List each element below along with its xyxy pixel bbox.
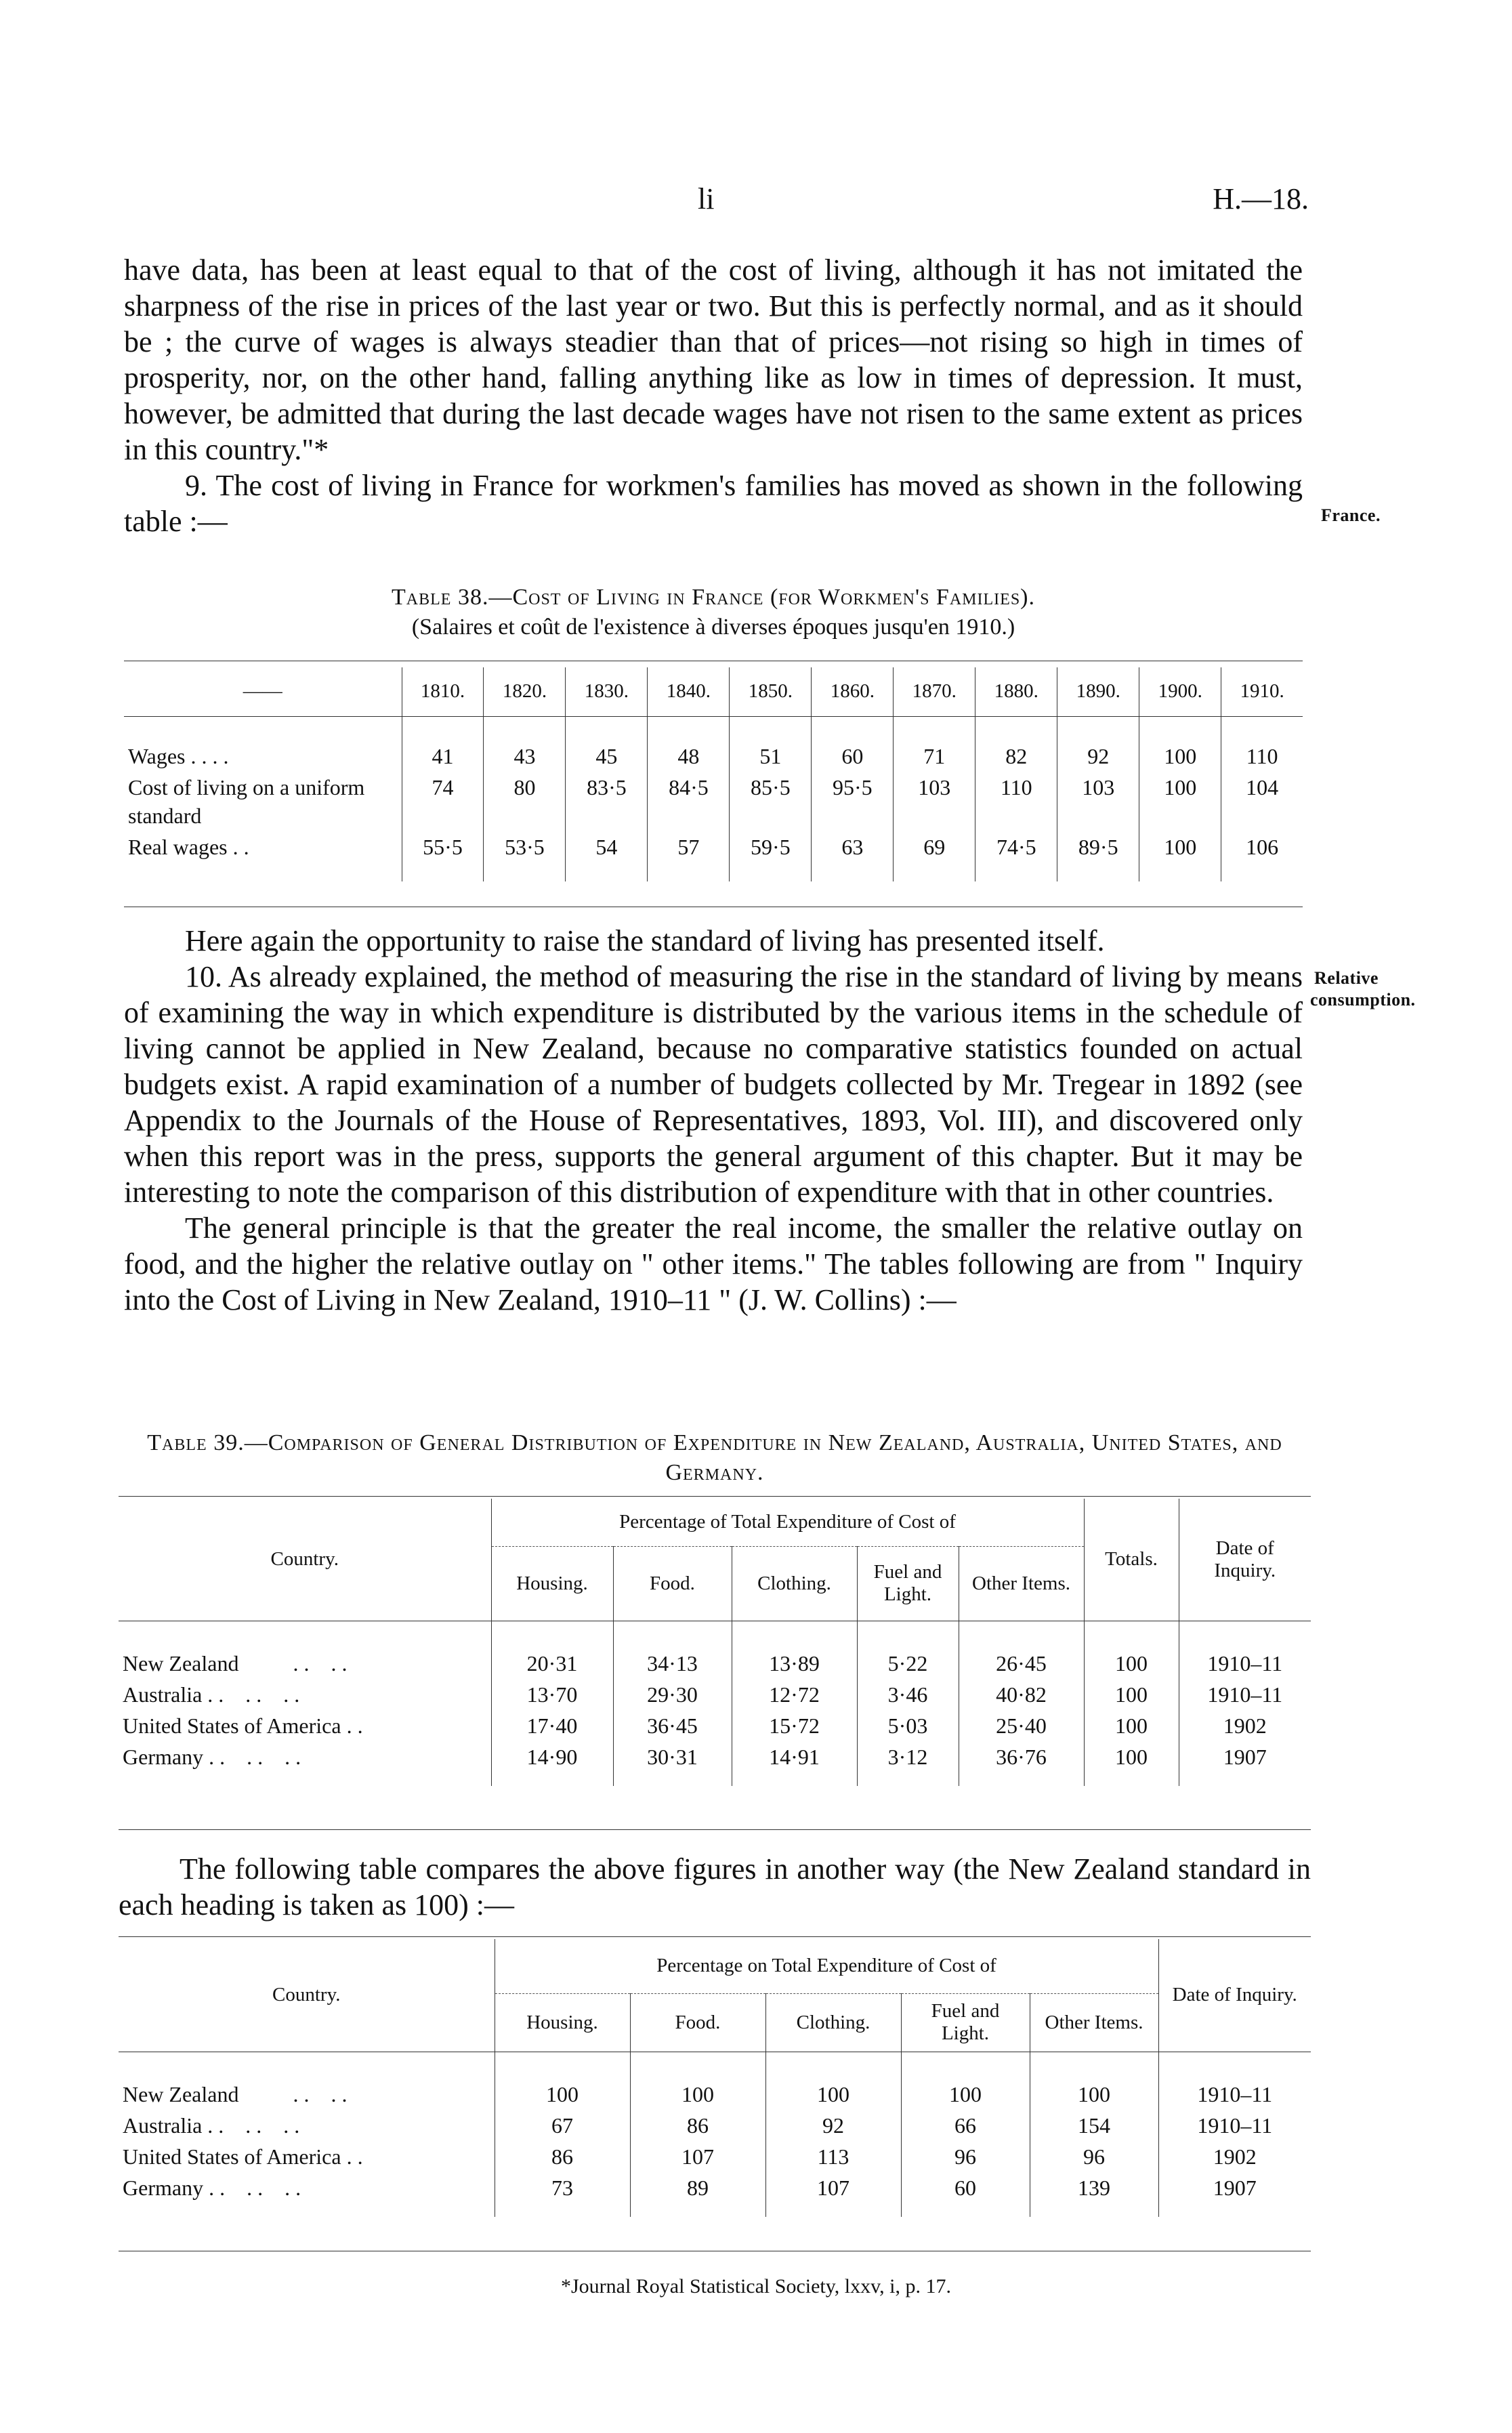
cell: 103: [1057, 772, 1139, 831]
table39-bottom-rule: [119, 1829, 1311, 1830]
cell: 1910–11: [1158, 2110, 1311, 2141]
cell: 1902: [1158, 2141, 1311, 2172]
margin-note-relative: Relative consumption.: [1310, 968, 1416, 1010]
year-header: 1840.: [648, 667, 730, 716]
country-header: Country.: [272, 1984, 341, 2006]
column-header: Other Items.: [959, 1546, 1084, 1621]
text-block-2: [124, 923, 1303, 1318]
cell: 59·5: [730, 831, 812, 862]
date-header: Date of Inquiry.: [1158, 1939, 1311, 2052]
table-row: [119, 1679, 1311, 1710]
cell: 48: [648, 741, 730, 772]
cell: 34·13: [613, 1648, 732, 1679]
cell: 1910–11: [1179, 1648, 1311, 1679]
paragraph-standard: Here again the opportunity to raise the standard of living has presented itself.: [185, 924, 1105, 957]
cell: 100: [630, 2079, 765, 2110]
year-header: 1910.: [1221, 667, 1303, 716]
table39-title: Table 39.—Comparison of General Distribution of Expenditure in New Zealand, Australia, United States, and Germany.: [147, 1430, 1282, 1485]
table-row: [119, 1710, 1311, 1741]
cell: 60: [901, 2172, 1030, 2203]
cell: 73: [495, 2172, 630, 2203]
cell: 26·45: [959, 1648, 1084, 1679]
paragraph-france: 9. The cost of living in France for workmen's families has moved as shown in the following table :—: [124, 469, 1303, 538]
cell: 95·5: [812, 772, 894, 831]
year-header: 1870.: [894, 667, 975, 716]
cell: 92: [765, 2110, 901, 2141]
margin-note-france: France.: [1321, 505, 1381, 525]
table-row: [119, 2110, 1311, 2141]
cell: 106: [1221, 831, 1303, 862]
table40: [119, 1939, 1311, 2217]
cell: 51: [730, 741, 812, 772]
table-row: [119, 1741, 1311, 1772]
cell: 60: [812, 741, 894, 772]
cell: 1910–11: [1158, 2079, 1311, 2110]
cell: 17·40: [491, 1710, 613, 1741]
cell: 89: [630, 2172, 765, 2203]
table38-subtitle: (Salaires et coût de l'existence à diverses époques jusqu'en 1910.): [411, 615, 1015, 640]
cell: 103: [894, 772, 975, 831]
table-row: [124, 741, 1303, 772]
cell: 1907: [1179, 1741, 1311, 1772]
table38-title: Table 38.—Cost of Living in France (for Workmen's Families).: [392, 585, 1035, 610]
cell: 86: [630, 2110, 765, 2141]
paragraph-relative-consumption: 10. As already explained, the method of measuring the rise in the standard of living by means of examining the way in which expenditure is distributed by the various items in the schedule of living cannot be applied in New Zealand, because no comparative statistics founded on actual budgets exist. A rapid examination of a number of budgets collected by Mr. Tregear in 1892 (see Appendix to the Journals of the House of Representatives, 1893, Vol. III), and discovered only when this report was in the press, supports the general argument of this chapter. But it may be interesting to note the comparison of this distribution of expenditure with that in other countries.: [124, 960, 1303, 1209]
table-row: [119, 2079, 1311, 2110]
cell: 84·5: [648, 772, 730, 831]
cell: 86: [495, 2141, 630, 2172]
column-header: Clothing.: [732, 1546, 857, 1621]
table-row: [119, 2141, 1311, 2172]
cell: 29·30: [613, 1679, 732, 1710]
row-label: Australia . . . . . .: [123, 1682, 300, 1707]
cell: 67: [495, 2110, 630, 2141]
cell: 100: [495, 2079, 630, 2110]
cell: 5·03: [857, 1710, 959, 1741]
row-label: Germany . . . . . .: [123, 1745, 301, 1769]
cell: 100: [1030, 2079, 1158, 2110]
table38-caption: [124, 583, 1303, 642]
paragraph-continuation: have data, has been at least equal to that of the cost of living, although it has not imitated the sharpness of the rise in prices of the last year or two. But this is perfectly normal, and as it should be ; the curve of wages is always steadier than that of prices—not rising so high in times of prosperity, nor, on the other hand, falling anything like as low in times of depression. It must, however, be admitted that during the last decade wages have not risen to the same extent as prices in this country."*: [124, 253, 1303, 466]
cell: 1907: [1158, 2172, 1311, 2203]
cell: 36·76: [959, 1741, 1084, 1772]
row-label: Cost of living on a uniform standard: [128, 775, 365, 828]
cell: 113: [765, 2141, 901, 2172]
column-header: Food.: [630, 1993, 765, 2052]
column-header: Food.: [613, 1546, 732, 1621]
cell: 25·40: [959, 1710, 1084, 1741]
cell: 14·91: [732, 1741, 857, 1772]
row-label: Australia . . . . . .: [123, 2113, 300, 2138]
year-header: 1880.: [975, 667, 1057, 716]
cell: 14·90: [491, 1741, 613, 1772]
paragraph-general-principle: The general principle is that the greater the real income, the smaller the relative outlay on food, and the higher the relative outlay on " other items." The tables following are from " Inquiry into the Cost of Living in New Zealand, 1910–11 " (J. W. Collins) :—: [124, 1211, 1303, 1316]
report-code: H.—18.: [1213, 182, 1309, 215]
cell: 100: [1139, 831, 1221, 862]
cell: 89·5: [1057, 831, 1139, 862]
cell: 100: [1084, 1710, 1179, 1741]
cell: 5·22: [857, 1648, 959, 1679]
date-header: Date of Inquiry.: [1179, 1499, 1311, 1621]
cell: 54: [566, 831, 648, 862]
cell: 100: [901, 2079, 1030, 2110]
cell: 41: [402, 741, 484, 772]
cell: 100: [1084, 1648, 1179, 1679]
year-header: 1850.: [730, 667, 812, 716]
text-block-3: [119, 1851, 1311, 1923]
table40-top-rule: [119, 1936, 1311, 1937]
cell: 66: [901, 2110, 1030, 2141]
cell: 43: [484, 741, 566, 772]
cell: 63: [812, 831, 894, 862]
cell: 100: [1084, 1741, 1179, 1772]
cell: 100: [765, 2079, 901, 2110]
page-number: li: [698, 182, 715, 215]
cell: 96: [901, 2141, 1030, 2172]
footnote: *Journal Royal Statistical Society, lxxv, i, p. 17.: [560, 2275, 952, 2297]
table-row: [124, 772, 1303, 831]
cell: 74·5: [975, 831, 1057, 862]
table-row: [119, 1648, 1311, 1679]
row-label: Wages . .: [124, 741, 402, 772]
column-header: Housing.: [491, 1546, 613, 1621]
row-label: New Zealand . . . .: [123, 2082, 348, 2106]
cell: 110: [1221, 741, 1303, 772]
cell: 36·45: [613, 1710, 732, 1741]
cell: 55·5: [402, 831, 484, 862]
cell: 74: [402, 772, 484, 831]
cell: 104: [1221, 772, 1303, 831]
cell: 100: [1139, 741, 1221, 772]
cell: 139: [1030, 2172, 1158, 2203]
table-row: [119, 2172, 1311, 2203]
cell: 1910–11: [1179, 1679, 1311, 1710]
cell: 3·46: [857, 1679, 959, 1710]
year-header: 1900.: [1139, 667, 1221, 716]
column-header: Clothing.: [765, 1993, 901, 2052]
cell: 20·31: [491, 1648, 613, 1679]
row-label: Real wages . .: [128, 835, 249, 859]
totals-header: Totals.: [1084, 1499, 1179, 1621]
cell: 12·72: [732, 1679, 857, 1710]
column-header: Other Items.: [1030, 1993, 1158, 2052]
row-label: New Zealand . . . .: [123, 1651, 348, 1676]
row-label: United States of America . .: [123, 1713, 363, 1738]
year-header: 1830.: [566, 667, 648, 716]
year-header: 1810.: [402, 667, 484, 716]
row-label: Germany . . . . . .: [123, 2176, 301, 2200]
paragraph-comparison: The following table compares the above figures in another way (the New Zealand standard in each heading is taken as 100) :—: [119, 1852, 1311, 1921]
table-row: [124, 831, 1303, 862]
table39: [119, 1499, 1311, 1786]
year-header: 1890.: [1057, 667, 1139, 716]
cell: 107: [765, 2172, 901, 2203]
cell: 30·31: [613, 1741, 732, 1772]
table39-top-rule: [119, 1496, 1311, 1497]
row-label: United States of America . .: [123, 2144, 363, 2169]
cell: 80: [484, 772, 566, 831]
cell: 3·12: [857, 1741, 959, 1772]
cell: 100: [1139, 772, 1221, 831]
cell: 1902: [1179, 1710, 1311, 1741]
cell: 83·5: [566, 772, 648, 831]
cell: 110: [975, 772, 1057, 831]
cell: 57: [648, 831, 730, 862]
cell: 15·72: [732, 1710, 857, 1741]
text-block-1: [124, 252, 1303, 539]
cell: 45: [566, 741, 648, 772]
cell: 92: [1057, 741, 1139, 772]
country-header: Country.: [270, 1548, 339, 1571]
group-header: Percentage on Total Expenditure of Cost of: [495, 1939, 1158, 1993]
year-header: 1860.: [812, 667, 894, 716]
cell: 53·5: [484, 831, 566, 862]
table38: [124, 667, 1303, 881]
column-header: Fuel and Light.: [901, 1993, 1030, 2052]
cell: 154: [1030, 2110, 1158, 2141]
cell: 69: [894, 831, 975, 862]
cell: 100: [1084, 1679, 1179, 1710]
cell: 82: [975, 741, 1057, 772]
cell: 13·89: [732, 1648, 857, 1679]
cell: 71: [894, 741, 975, 772]
column-header: Housing.: [495, 1993, 630, 2052]
year-header: 1820.: [484, 667, 566, 716]
group-header: Percentage of Total Expenditure of Cost of: [491, 1499, 1084, 1546]
cell: 40·82: [959, 1679, 1084, 1710]
table38-header-row: [124, 667, 1303, 716]
table38-stub-header: ——: [243, 680, 282, 703]
cell: 107: [630, 2141, 765, 2172]
cell: 13·70: [491, 1679, 613, 1710]
cell: 85·5: [730, 772, 812, 831]
cell: 96: [1030, 2141, 1158, 2172]
column-header: Fuel and Light.: [857, 1546, 959, 1621]
